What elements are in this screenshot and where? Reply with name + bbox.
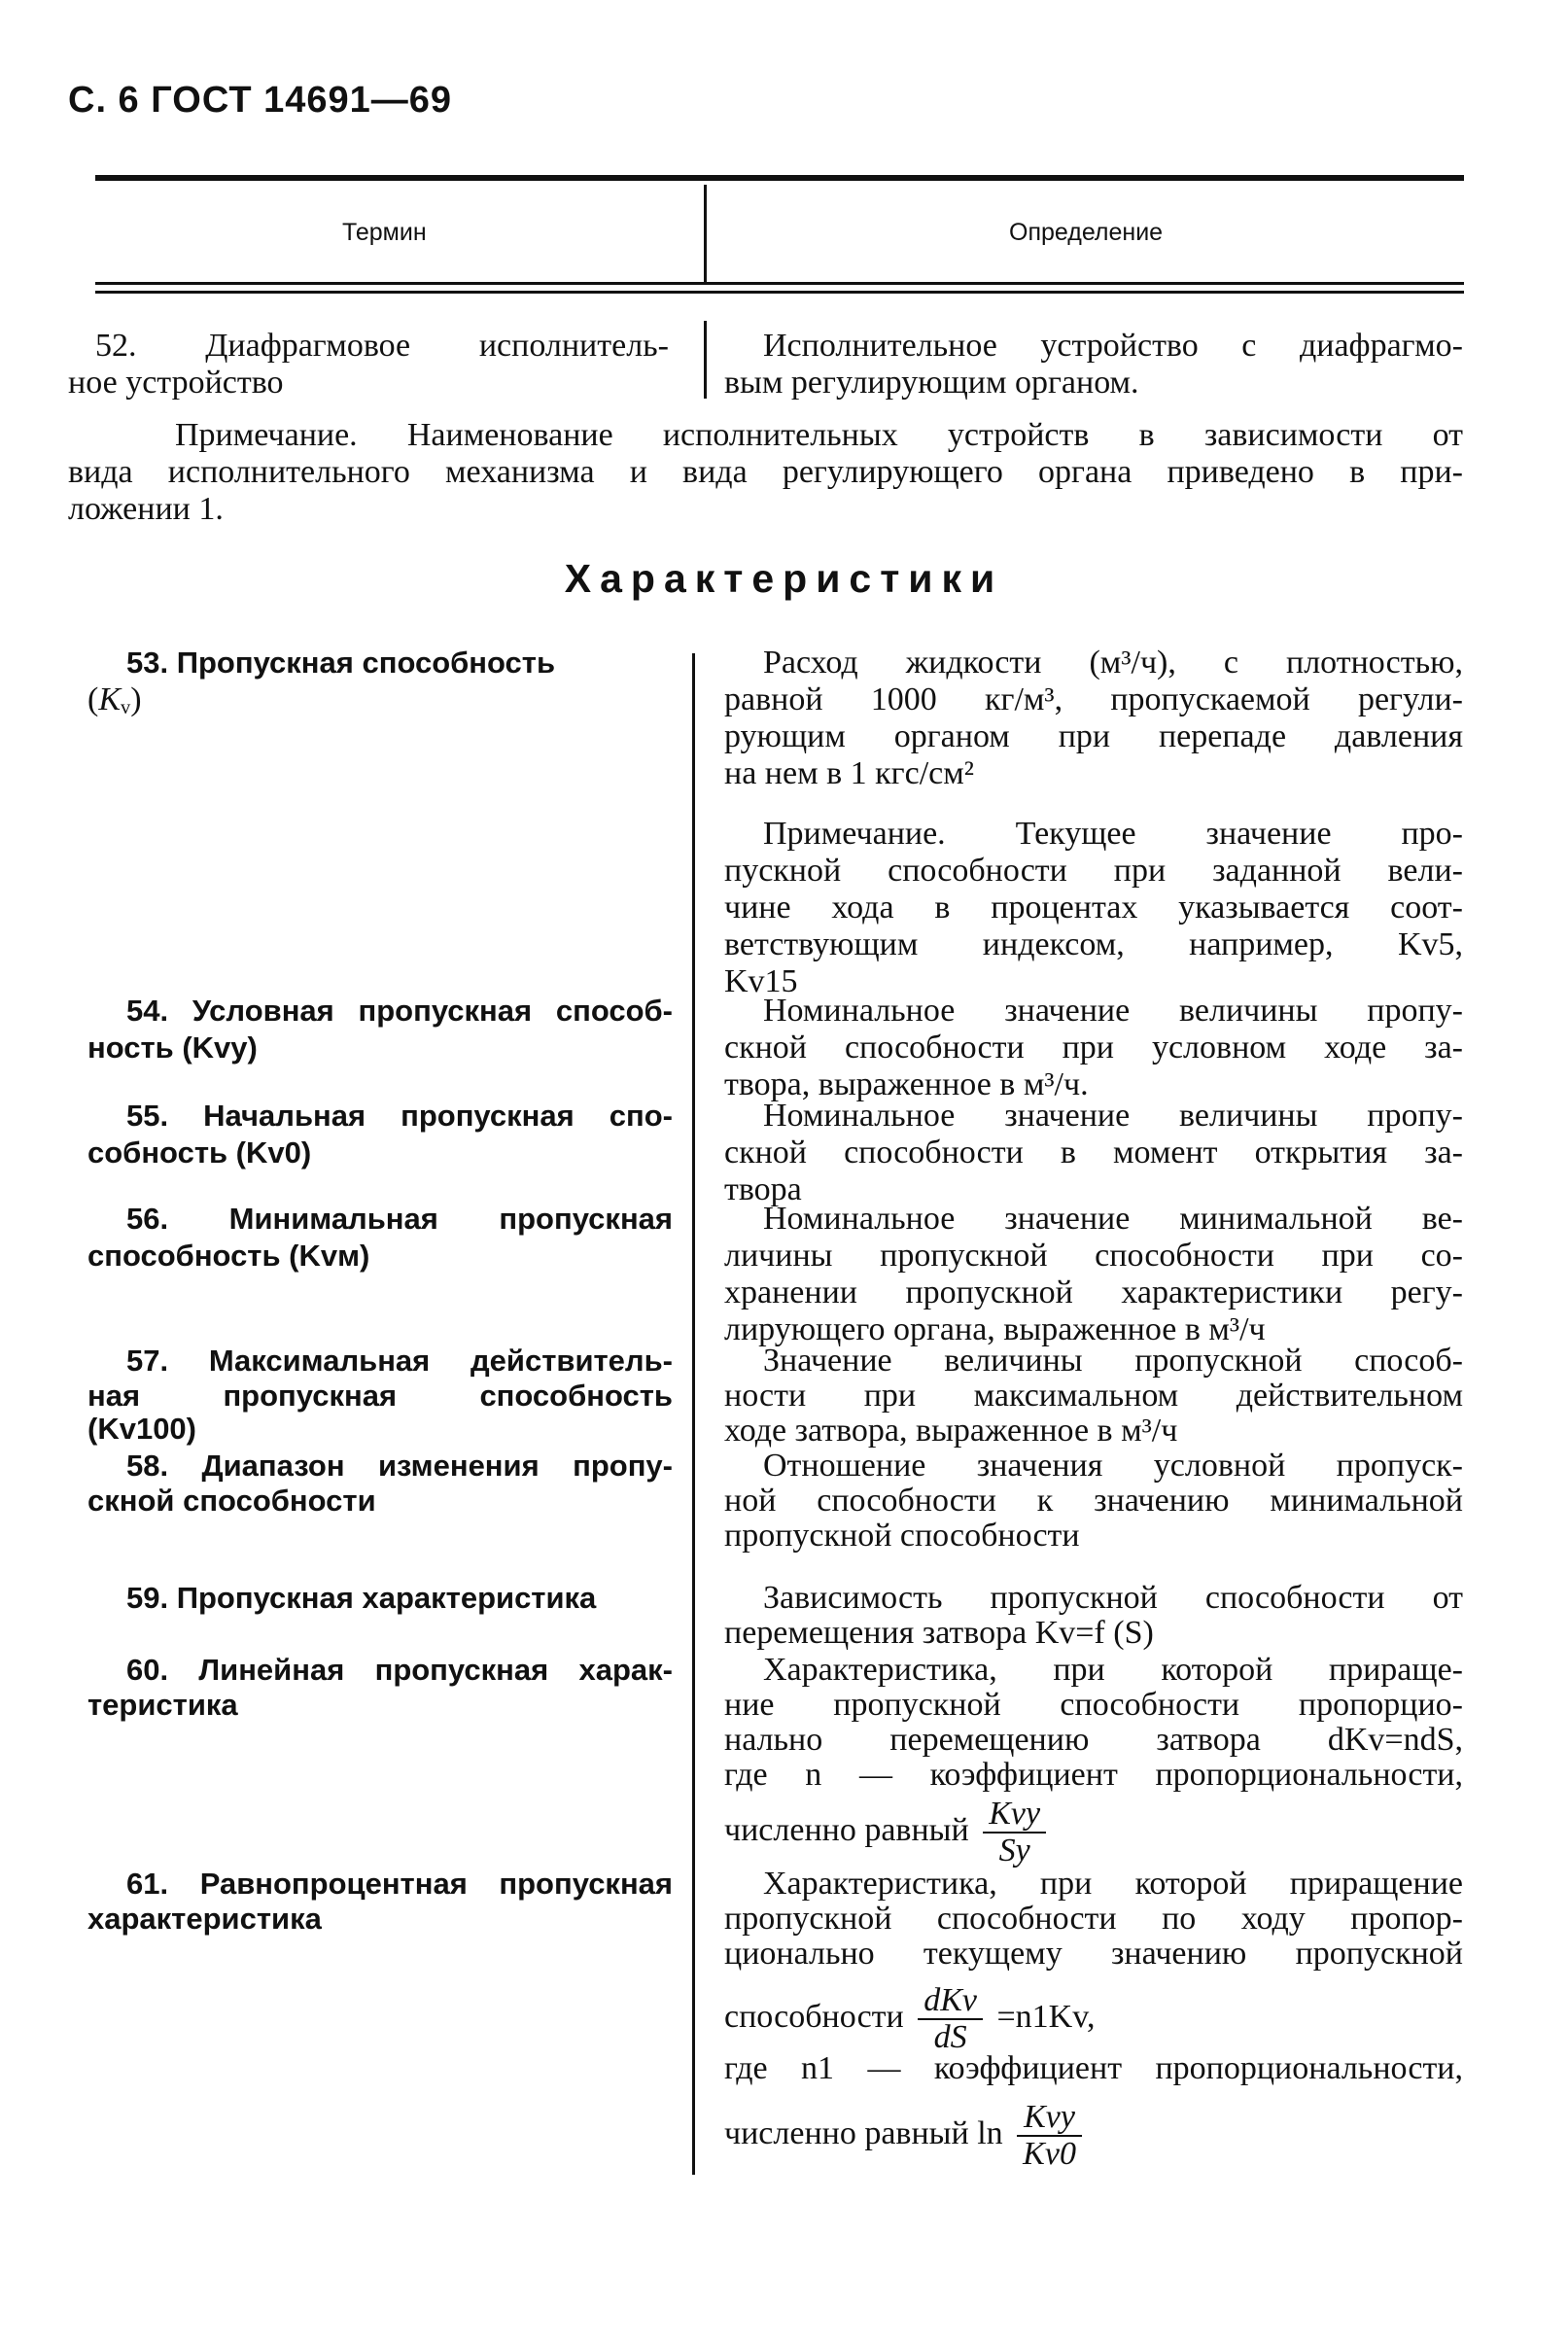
column-divider-52 xyxy=(704,321,707,399)
fraction-kvy-kv0: $\frac{\text{Kvy}}{Kv0}$ xyxy=(1017,2100,1082,2172)
def-54-line1: Номинальное значение величины пропу- xyxy=(763,993,1463,1029)
def-58-line2: ной способности к значению минимальной xyxy=(724,1483,1463,1519)
table-head-rule-1 xyxy=(95,282,1464,285)
table-head-rule-2 xyxy=(95,291,1464,294)
note-53-line5: Kv15 xyxy=(724,963,798,999)
column-head-definition: Определение xyxy=(1009,219,1164,246)
fraction-dkv-ds: $\frac{\text{dKv}}{dS}$ xyxy=(918,1983,983,2055)
term-53-line2: $(K_v)$ xyxy=(87,681,142,719)
def-61-line1: Характеристика, при которой приращение xyxy=(763,1866,1463,1902)
def-55-line3: твора xyxy=(724,1171,802,1207)
def-60-line1: Характеристика, при которой прираще- xyxy=(763,1652,1463,1688)
term-52-line1: 52. Диафрагмовое исполнитель- xyxy=(95,328,669,364)
fraction-kvy-sy: $\frac{\text{Kvy}}{Sy}$ xyxy=(983,1797,1046,1869)
def-60-line4: где n — коэффициент пропорциональности, xyxy=(724,1757,1463,1793)
def-53-line4: на нем в 1 кгс/см² xyxy=(724,755,974,791)
term-56-line2: способность (Kvм) xyxy=(87,1239,370,1273)
def-59-line2: перемещения затвора Kv=f (S) xyxy=(724,1615,1154,1651)
def-55-line1: Номинальное значение величины пропу- xyxy=(763,1098,1463,1134)
def-59-line1: Зависимость пропускной способности от xyxy=(763,1580,1463,1616)
term-57-line2: ная пропускная способность xyxy=(87,1379,673,1413)
def-61-line6: численно равный ln $\frac{\text{Kvy}}{Kv0}$ xyxy=(724,2100,1088,2172)
def-56-line2: личины пропускной способности при со- xyxy=(724,1238,1463,1274)
section-title: Характеристики xyxy=(564,556,1004,601)
def-54-line3: твора, выраженное в м³/ч. xyxy=(724,1066,1089,1102)
def-55-line2: скной способности в момент открытия за- xyxy=(724,1135,1463,1170)
term-57-line3: (Kv100) xyxy=(87,1412,196,1446)
def-57-line3: ходе затвора, выраженное в м³/ч xyxy=(724,1413,1178,1449)
def-60-line2: ние пропускной способности пропорцио- xyxy=(724,1687,1463,1723)
term-59: 59. Пропускная характеристика xyxy=(126,1581,597,1615)
term-60-line2: теристика xyxy=(87,1688,238,1722)
def-57-line1: Значение величины пропускной способ- xyxy=(763,1343,1463,1379)
term-55-line1: 55. Начальная пропускная спо- xyxy=(126,1099,673,1133)
column-head-term: Термин xyxy=(342,219,427,246)
column-divider-main xyxy=(692,653,695,2175)
term-52-line2: ное устройство xyxy=(68,365,284,401)
def-52-line1: Исполнительное устройство с диафрагмо- xyxy=(763,328,1463,364)
term-56-line1: 56. Минимальная пропускная xyxy=(126,1202,673,1236)
def-56-line3: хранении пропускной характеристики регу- xyxy=(724,1275,1463,1310)
def-53-line1: Расход жидкости (м³/ч), с плотностью, xyxy=(763,645,1463,681)
note-53-line3: чине хода в процентах указывается соот- xyxy=(724,890,1463,926)
term-61-line1: 61. Равнопроцентная пропускная xyxy=(126,1867,673,1901)
def-52-line2: вым регулирующим органом. xyxy=(724,365,1139,401)
note-line3: ложении 1. xyxy=(68,491,224,527)
term-58-line2: скной способности xyxy=(87,1484,376,1518)
def-57-line2: ности при максимальном действительном xyxy=(724,1378,1463,1414)
def-58-line1: Отношение значения условной пропуск- xyxy=(763,1448,1463,1484)
def-58-line3: пропускной способности xyxy=(724,1518,1080,1554)
table-top-rule xyxy=(95,175,1464,181)
page-header: С. 6 ГОСТ 14691—69 xyxy=(68,80,453,121)
note-line1: Примечание. Наименование исполнительных устройств в зависимости от xyxy=(175,417,1463,453)
def-61-line4: способности $\frac{\text{dKv}}{dS}$ =n1Kv, xyxy=(724,1982,1096,2055)
header-column-divider xyxy=(704,185,707,282)
def-61-line2: пропускной способности по ходу пропор- xyxy=(724,1901,1463,1937)
term-54-line1: 54. Условная пропускная способ- xyxy=(126,994,673,1028)
term-54-line2: ность (Kvy) xyxy=(87,1030,258,1065)
def-54-line2: скной способности при условном ходе за- xyxy=(724,1030,1463,1065)
term-57-line1: 57. Максимальная действитель- xyxy=(126,1344,673,1378)
note-53-line1: Примечание. Текущее значение про- xyxy=(763,816,1463,852)
note-53-line4: ветствующим индексом, например, Kv5, xyxy=(724,926,1463,962)
note-line2: вида исполнительного механизма и вида регулирующего органа приведено в при- xyxy=(68,454,1463,490)
def-61-line5: где n1 — коэффициент пропорциональности, xyxy=(724,2050,1463,2086)
def-53-line2: равной 1000 кг/м³, пропускаемой регули- xyxy=(724,681,1463,717)
def-56-line1: Номинальное значение минимальной ве- xyxy=(763,1201,1463,1237)
def-56-line4: лирующего органа, выраженное в м³/ч xyxy=(724,1311,1266,1347)
def-60-line5: численно равный $\frac{\text{Kvy}}{Sy}$ xyxy=(724,1797,1052,1869)
term-58-line1: 58. Диапазон изменения пропу- xyxy=(126,1449,673,1483)
term-60-line1: 60. Линейная пропускная харак- xyxy=(126,1653,673,1687)
def-53-line3: рующим органом при перепаде давления xyxy=(724,718,1463,754)
term-53-line1: 53. Пропускная способность xyxy=(126,646,556,680)
note-53-line2: пускной способности при заданной вели- xyxy=(724,853,1463,889)
def-61-line3: ционально текущему значению пропускной xyxy=(724,1936,1463,1972)
term-55-line2: собность (Kv0) xyxy=(87,1135,312,1170)
term-61-line2: характеристика xyxy=(87,1902,322,1936)
def-60-line3: нально перемещению затвора dKv=ndS, xyxy=(724,1722,1463,1758)
